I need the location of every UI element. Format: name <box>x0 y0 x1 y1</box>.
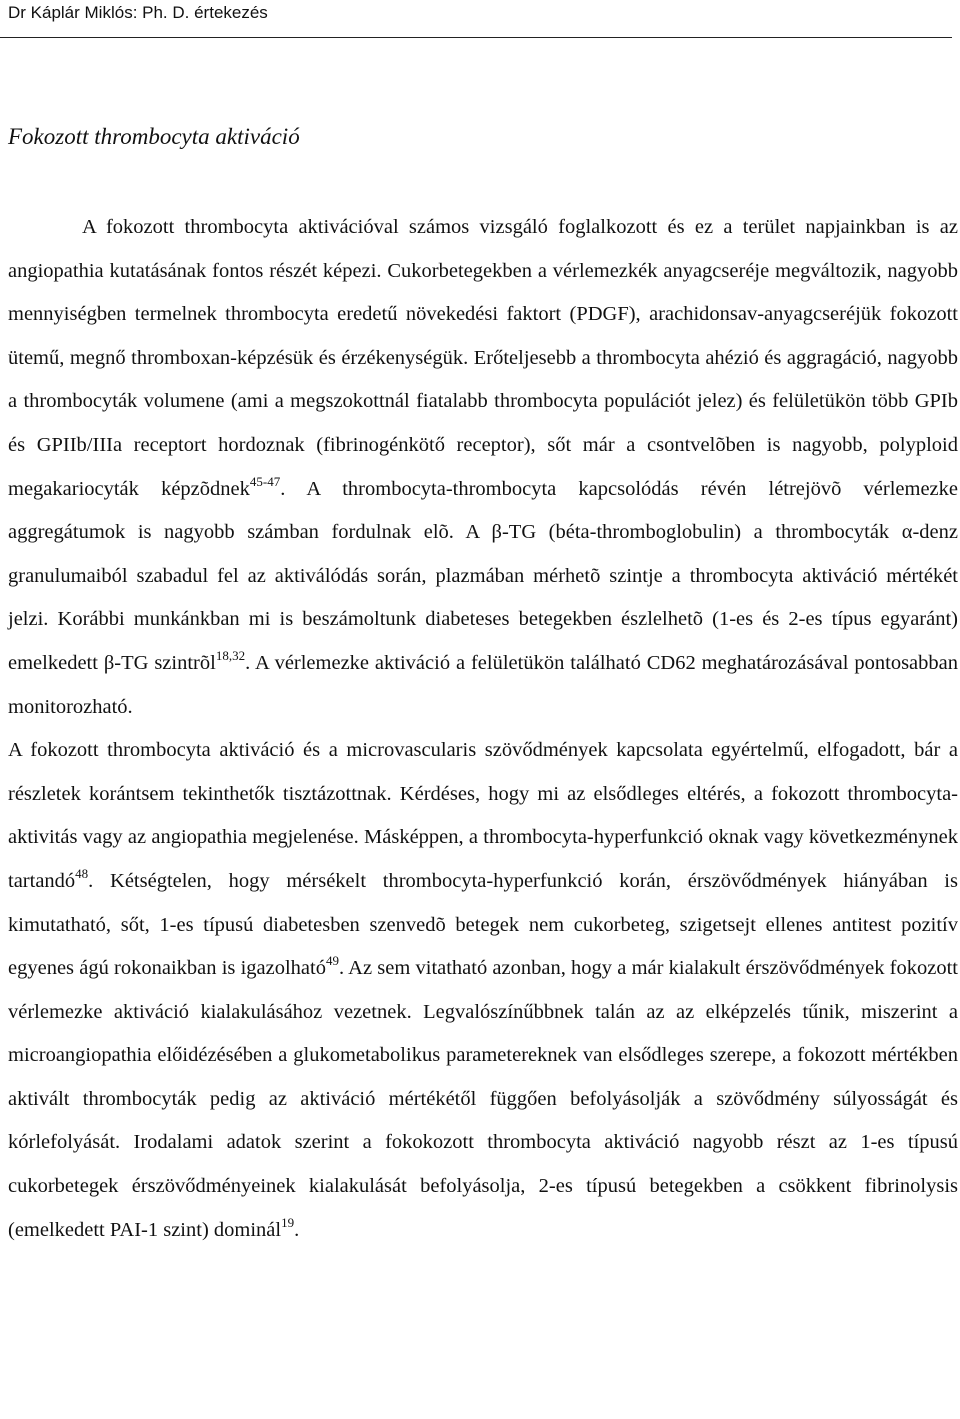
paragraph-1 <box>8 206 958 729</box>
paragraph-1-text-3: . A vérlemezke aktiváció a felületükön található CD62 meghatározásával pontosabban monitorozható. <box>8 651 958 718</box>
citation-18-32: 18,32 <box>215 647 246 663</box>
paragraph-2-text-4: . <box>294 1218 300 1241</box>
paragraph-2 <box>8 729 958 1252</box>
citation-49: 49 <box>325 953 339 969</box>
section-heading: Fokozott thrombocyta aktiváció <box>8 124 300 149</box>
paragraph-1-text-2: . A thrombocyta-thrombocyta kapcsolódás révén létrejövõ vérlemezke aggregátumok is nagyobb számban fordulnak elõ. A β-TG (béta-thromboglobulin) a thrombocyták α-denz granulumaiból szabadul fel az aktiválódás során, plazmában mérhetõ szintje a thrombocyta aktiváció mértékét jelzi. Korábbi munkánkban mi is beszámoltunk diabeteses betegekben észlelhetõ (1-es és 2-es típus egyaránt) emelkedett β-TG szintrõl <box>8 477 958 674</box>
citation-45-47: 45-47 <box>249 473 281 489</box>
body-text <box>8 206 958 1252</box>
paragraph-2-text-1: A fokozott thrombocyta aktiváció és a microvascularis szövődmények kapcsolata egyértelmű, elfogadott, bár a részletek korántsem tekinthetők tisztázottnak. Kérdéses, hogy mi az elsődleges eltérés, a fokozott thrombocyta-aktivitás vagy az angiopathia megjelenése. Másképpen, a thrombocyta-hyperfunkció oknak vagy következménynek tartandó <box>8 739 958 892</box>
citation-48: 48 <box>75 865 89 881</box>
citation-19: 19 <box>281 1214 295 1230</box>
running-header: Dr Káplár Miklós: Ph. D. értekezés <box>8 3 268 22</box>
paragraph-2-text-3: . Az sem vitatható azonban, hogy a már kialakult érszövődmények fokozott vérlemezke aktiváció kialakulásához vezetnek. Legvalószínűbbnek talán az az elképzelés tűnik, miszerint a microangiopathia előidézésében a glukometabolikus parametereknek van elsődleges szerepe, a fokozott mértékben aktivált thrombocyták pedig az aktiváció mértékétől függően befolyásolják a szövődmény súlyosságát és kórlefolyását. Irodalami adatok szerint a fokokozott thrombocyta aktiváció nagyobb részt az 1-es típusú cukorbetegek érszövődményeinek kialakulását befolyásolja, 2-es típusú betegekben a csökkent fibrinolysis (emelkedett PAI-1 szint) dominál <box>8 957 958 1241</box>
paragraph-2-text-2: . Kétségtelen, hogy mérsékelt thrombocyta-hyperfunkció korán, érszövődmények hiányában is kimutatható, sőt, 1-es típusú diabetesben szenvedõ betegek nem cukorbeteg, szigetsejt ellenes antitest pozitív egyenes ágú rokonaikban is igazolható <box>8 869 958 980</box>
paragraph-1-text-1: A fokozott thrombocyta aktivációval számos vizsgáló foglalkozott és ez a terület napjainkban is az angiopathia kutatásának fontos részét képezi. Cukorbetegekben a vérlemezkék anyagcseréje megváltozik, nagyobb mennyiségben termelnek thrombocyta eredetű növekedési faktort (PDGF), arachidonsav-anyagcseréjük fokozott ütemű, megnő thromboxan-képzésük és érzékenységük. Erőteljesebb a thrombocyta ahézió és aggragáció, nagyobb a thrombocyták volumene (ami a megszokottnál fiatalabb thrombocyta populációt jelez) és felületükön több GPIb és GPIIb/IIIa receptort hordoznak (fibrinogénkötő receptor), sőt már a csontvelõben is nagyobb, polyploid megakariocyták képzõdnek <box>8 216 958 500</box>
header-rule <box>0 37 952 38</box>
